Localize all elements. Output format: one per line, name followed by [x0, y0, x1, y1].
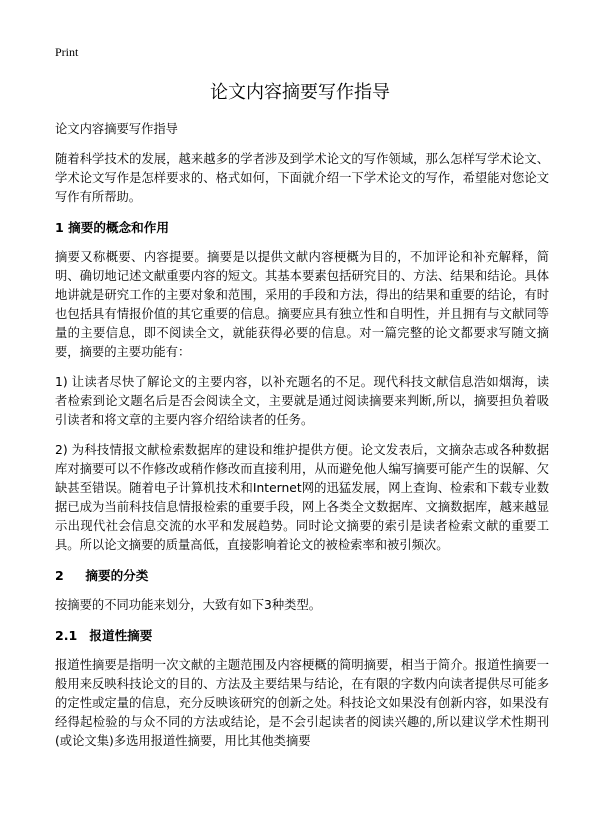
section-1-point-1: 1) 让读者尽快了解论文的主要内容，以补充题名的不足。现代科技文献信息浩如烟海，读者检索到论文题名后是否会阅读全文，主要就是通过阅读摘要来判断,所以，摘要担负着吸引读者和将文章的主要内容介绍给读者的任务。: [55, 375, 549, 427]
section-2-number: 2: [55, 568, 64, 583]
section-1-heading: [55, 218, 549, 237]
print-link[interactable]: Print: [55, 45, 79, 59]
section-2-1-paragraph: 报道性摘要是指明一次文献的主题范围及内容梗概的简明摘要，相当于简介。报道性摘要一般用来反映科技论文的目的、方法及主要结果与结论，在有限的字数内向读者提供尽可能多的定性或定量的信息，充分反映该研究的创新之处。科技论文如果没有创新内容，如果没有经得起检验的与众不同的方法或结论，是不会引起读者的阅读兴趣的,所以建议学术性期刊(或论文集)多选用报道性摘要，用比其他类摘要: [55, 658, 549, 748]
section-2-1-heading: [55, 626, 549, 645]
section-1-point-2: 2) 为科技情报文献检索数据库的建设和维护提供方便。论文发表后，文摘杂志或各种数据库对摘要可以不作修改或稍作修改而直接利用，从而避免他人编写摘要可能产生的误解、欠缺甚至错误。随着电子计算机技术和Internet网的迅猛发展，网上查询、检索和下载专业数据已成为当前科技信息情报检索的重要手段，网上各类全文数据库、文摘数据库，越来越显示出现代社会信息交流的水平和发展趋势。同时论文摘要的索引是读者检索文献的重要工具。所以论文摘要的质量高低，直接影响着论文的被检索率和被引频次。: [55, 443, 549, 552]
section-2-1-number: 2.1: [55, 628, 78, 643]
document-subtitle: 论文内容摘要写作指导: [55, 122, 178, 136]
section-2-1-title: 报道性摘要: [89, 628, 153, 643]
section-2-heading: [55, 566, 549, 585]
document-body: [55, 120, 549, 751]
section-2-intro: 按摘要的不同功能来划分，大致有如下3种类型。: [55, 598, 322, 612]
section-1-title: 摘要的概念和作用: [68, 220, 169, 235]
section-2-title: 摘要的分类: [85, 568, 149, 583]
section-1-number: 1: [55, 220, 64, 235]
document-title: 论文内容摘要写作指导: [210, 82, 390, 103]
intro-paragraph: 随着科学技术的发展，越来越多的学者涉及到学术论文的写作领域，那么怎样写学术论文、学术论文写作是怎样要求的、格式如何，下面就介绍一下学术论文的写作，希望能对您论文写作有所帮助。: [55, 152, 549, 204]
section-1-paragraph: 摘要又称概要、内容提要。摘要是以提供文献内容梗概为目的，不加评论和补充解释，简明、确切地记述文献重要内容的短文。其基本要素包括研究目的、方法、结果和结论。具体地讲就是研究工作的主要对象和范围，采用的手段和方法，得出的结果和重要的结论，有时也包括具有情报价值的其它重要的信息。摘要应具有独立性和自明性，并且拥有与文献同等量的主要信息，即不阅读全文，就能获得必要的信息。对一篇完整的论文都要求写随文摘要，摘要的主要功能有：: [55, 250, 549, 359]
